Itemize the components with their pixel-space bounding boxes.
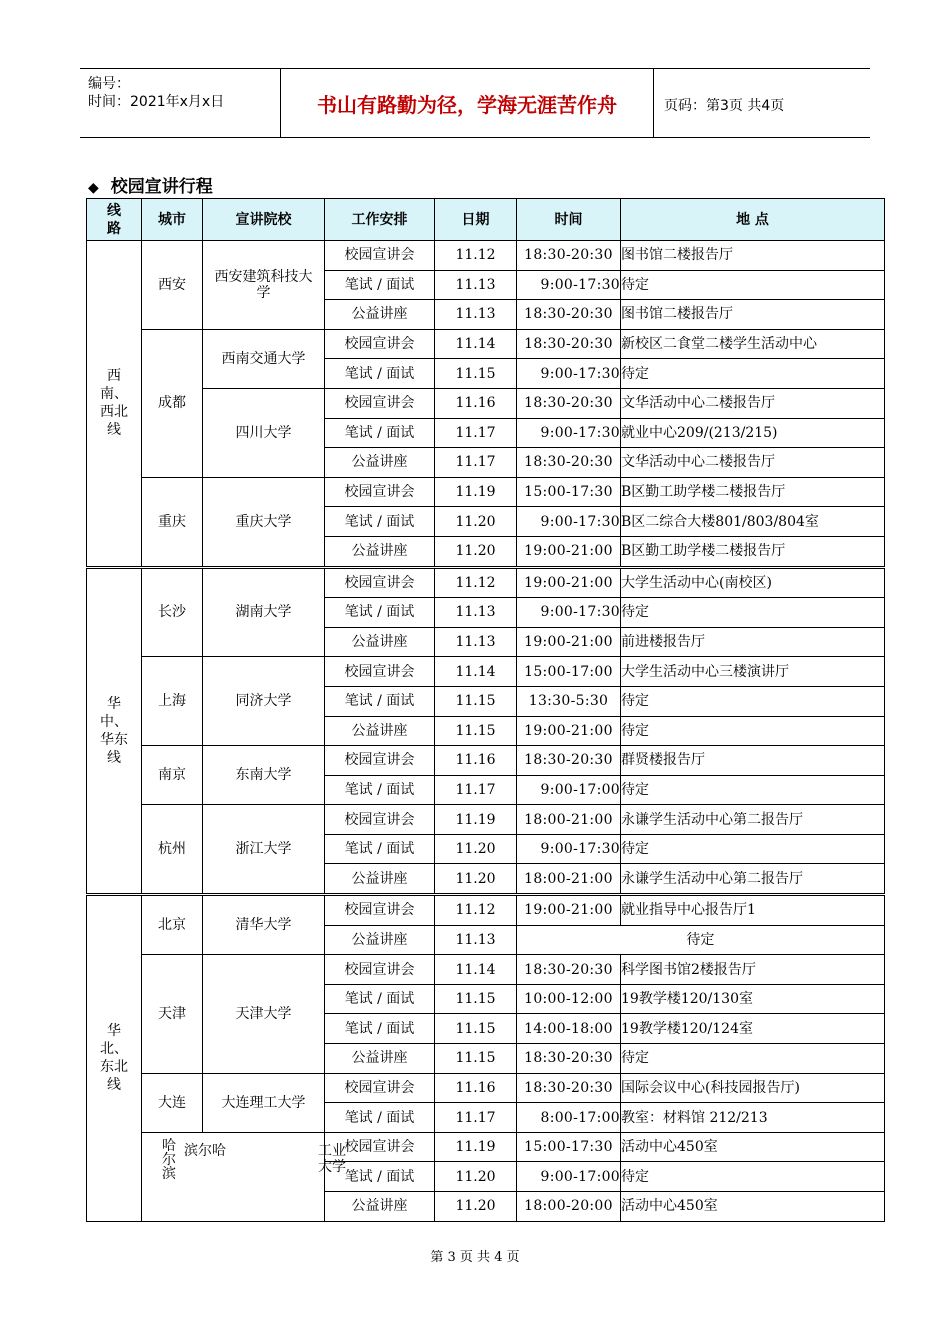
time-cell: 18:00-21:00 xyxy=(517,805,621,835)
date-cell: 11.17 xyxy=(435,775,517,805)
table-row xyxy=(87,241,885,271)
city-cell: 长沙 xyxy=(142,567,203,657)
date-cell: 11.15 xyxy=(435,716,517,746)
place-cell: 就业中心209/(213/215) xyxy=(621,418,885,448)
place-cell: 图书馆二楼报告厅 xyxy=(621,241,885,271)
date-cell: 11.20 xyxy=(435,507,517,537)
school-part-a: 滨尔哈 xyxy=(184,1142,226,1159)
place-cell: B区勤工助学楼二楼报告厅 xyxy=(621,477,885,507)
work-cell: 笔试 / 面试 xyxy=(325,1162,435,1192)
date-cell: 11.15 xyxy=(435,359,517,389)
work-cell: 校园宣讲会 xyxy=(325,477,435,507)
place-cell: 待定 xyxy=(517,925,885,955)
school-cell: 四川大学 xyxy=(203,388,325,477)
date-cell: 11.15 xyxy=(435,1014,517,1044)
table-row xyxy=(87,477,885,507)
date-cell: 11.14 xyxy=(435,955,517,985)
work-cell: 校园宣讲会 xyxy=(325,805,435,835)
place-cell: 教室：材料馆 212/213 xyxy=(621,1103,885,1133)
header-city: 城市 xyxy=(142,199,203,241)
school-cell: 湖南大学 xyxy=(203,567,325,657)
time-cell: 10:00-12:00 xyxy=(517,984,621,1014)
table-row xyxy=(87,388,885,418)
table-row xyxy=(87,955,885,985)
city-cell: 天津 xyxy=(142,955,203,1073)
place-cell: B区勤工助学楼二楼报告厅 xyxy=(621,536,885,567)
work-cell: 笔试 / 面试 xyxy=(325,834,435,864)
date-cell: 11.12 xyxy=(435,895,517,926)
header-time: 时间 xyxy=(517,199,621,241)
date-cell: 11.19 xyxy=(435,477,517,507)
section-title xyxy=(88,172,213,197)
time-cell: 9:00-17:30 xyxy=(517,270,621,300)
work-cell: 笔试 / 面试 xyxy=(325,1014,435,1044)
work-cell: 公益讲座 xyxy=(325,1044,435,1074)
time-cell: 19:00-21:00 xyxy=(517,536,621,567)
date-cell: 11.20 xyxy=(435,1162,517,1192)
city-cell: 西安 xyxy=(142,241,203,330)
time-cell: 18:30-20:30 xyxy=(517,1073,621,1103)
work-cell: 公益讲座 xyxy=(325,627,435,657)
place-cell: 就业指导中心报告厅1 xyxy=(621,895,885,926)
date-cell: 11.20 xyxy=(435,536,517,567)
page-footer: 第 3 页 共 4 页 xyxy=(430,1250,520,1265)
table-row xyxy=(87,746,885,776)
time-cell: 19:00-21:00 xyxy=(517,627,621,657)
school-cell: 东南大学 xyxy=(203,746,325,805)
date-cell: 11.14 xyxy=(435,657,517,687)
place-cell: 待定 xyxy=(621,270,885,300)
city-cell: 上海 xyxy=(142,657,203,746)
number-label: 编号： xyxy=(88,76,130,92)
work-cell: 笔试 / 面试 xyxy=(325,1103,435,1133)
place-cell: B区二综合大楼801/803/804室 xyxy=(621,507,885,537)
date-cell: 11.12 xyxy=(435,241,517,271)
work-cell: 笔试 / 面试 xyxy=(325,598,435,628)
date-cell: 11.13 xyxy=(435,270,517,300)
header-place: 地 点 xyxy=(621,199,885,241)
city-cell: 成都 xyxy=(142,329,203,477)
time-cell: 18:30-20:30 xyxy=(517,388,621,418)
time-cell: 9:00-17:30 xyxy=(517,507,621,537)
date-cell: 11.16 xyxy=(435,746,517,776)
school-cell: 天津大学 xyxy=(203,955,325,1073)
time-cell: 18:00-21:00 xyxy=(517,864,621,895)
time-cell: 8:00-17:00 xyxy=(517,1103,621,1133)
time-cell: 9:00-17:30 xyxy=(517,418,621,448)
city-cell: 杭州 xyxy=(142,805,203,895)
time-cell: 15:00-17:30 xyxy=(517,1132,621,1162)
date-cell: 11.19 xyxy=(435,1132,517,1162)
time-cell: 18:30-20:30 xyxy=(517,241,621,271)
date-cell: 11.17 xyxy=(435,1103,517,1133)
city-cell: 重庆 xyxy=(142,477,203,567)
time-cell: 19:00-21:00 xyxy=(517,716,621,746)
table-row xyxy=(87,895,885,926)
work-cell: 公益讲座 xyxy=(325,1192,435,1222)
school-cell: 浙江大学 xyxy=(203,805,325,895)
place-cell: 活动中心450室 xyxy=(621,1192,885,1222)
work-cell: 校园宣讲会 xyxy=(325,388,435,418)
header-school: 宣讲院校 xyxy=(203,199,325,241)
work-cell: 校园宣讲会 xyxy=(325,746,435,776)
time-cell: 9:00-17:30 xyxy=(517,598,621,628)
header-route: 线路 xyxy=(87,199,142,241)
time-cell: 9:00-17:00 xyxy=(517,775,621,805)
route-cell: 华北、东北线 xyxy=(87,895,142,1222)
work-cell: 公益讲座 xyxy=(325,716,435,746)
table-header-row xyxy=(87,199,885,241)
place-cell: 永谦学生活动中心第二报告厅 xyxy=(621,805,885,835)
header-motto: 书山有路勤为径，学海无涯苦作舟 xyxy=(281,69,654,137)
time-cell: 9:00-17:30 xyxy=(517,359,621,389)
work-cell: 笔试 / 面试 xyxy=(325,359,435,389)
place-cell: 前进楼报告厅 xyxy=(621,627,885,657)
page-header xyxy=(80,68,870,138)
date-cell: 11.20 xyxy=(435,864,517,895)
date-cell: 11.12 xyxy=(435,567,517,598)
work-cell: 笔试 / 面试 xyxy=(325,686,435,716)
school-cell: 大连理工大学 xyxy=(203,1073,325,1132)
date-cell: 11.13 xyxy=(435,925,517,955)
section-title-text: 校园宣讲行程 xyxy=(110,177,213,197)
school-cell: 同济大学 xyxy=(203,657,325,746)
table-row xyxy=(87,567,885,598)
work-cell: 校园宣讲会 xyxy=(325,1073,435,1103)
school-cell: 清华大学 xyxy=(203,895,325,955)
date-cell: 11.16 xyxy=(435,1073,517,1103)
work-cell: 笔试 / 面试 xyxy=(325,507,435,537)
route-cell: 西南、西北线 xyxy=(87,241,142,568)
place-cell: 文华活动中心二楼报告厅 xyxy=(621,388,885,418)
city-harbin: 哈尔滨 xyxy=(162,1137,176,1182)
date-cell: 11.17 xyxy=(435,418,517,448)
time-cell: 9:00-17:30 xyxy=(517,834,621,864)
place-cell: 大学生活动中心三楼演讲厅 xyxy=(621,657,885,687)
city-cell: 南京 xyxy=(142,746,203,805)
time-cell: 14:00-18:00 xyxy=(517,1014,621,1044)
header-meta xyxy=(80,69,281,137)
place-cell: 待定 xyxy=(621,834,885,864)
table-row xyxy=(87,805,885,835)
place-cell: 待定 xyxy=(621,775,885,805)
place-cell: 活动中心450室 xyxy=(621,1132,885,1162)
time-cell: 18:30-20:30 xyxy=(517,1044,621,1074)
place-cell: 群贤楼报告厅 xyxy=(621,746,885,776)
time-cell: 18:30-20:30 xyxy=(517,448,621,478)
place-cell: 科学图书馆2楼报告厅 xyxy=(621,955,885,985)
place-cell: 19教学楼120/130室 xyxy=(621,984,885,1014)
school-cell: 西南交通大学 xyxy=(203,329,325,388)
header-work: 工作安排 xyxy=(325,199,435,241)
place-cell: 待定 xyxy=(621,598,885,628)
route-cell: 华中、华东线 xyxy=(87,567,142,895)
work-cell: 笔试 / 面试 xyxy=(325,418,435,448)
work-cell: 校园宣讲会 xyxy=(325,241,435,271)
header-date: 日期 xyxy=(435,199,517,241)
diamond-bullet-icon: ◆ xyxy=(88,180,99,196)
table-row xyxy=(87,1132,885,1162)
place-cell: 待定 xyxy=(621,1044,885,1074)
time-cell: 13:30-5:30 xyxy=(517,686,621,716)
school-cell: 西安建筑科技大学 xyxy=(203,241,325,330)
place-cell: 待定 xyxy=(621,686,885,716)
time-cell: 18:30-20:30 xyxy=(517,746,621,776)
place-cell: 待定 xyxy=(621,359,885,389)
work-cell: 笔试 / 面试 xyxy=(325,984,435,1014)
time-cell: 18:30-20:30 xyxy=(517,955,621,985)
work-cell: 笔试 / 面试 xyxy=(325,775,435,805)
work-cell: 公益讲座 xyxy=(325,300,435,330)
date-cell: 11.16 xyxy=(435,388,517,418)
schedule-table xyxy=(86,198,885,1222)
place-cell: 待定 xyxy=(621,716,885,746)
date-cell: 11.13 xyxy=(435,598,517,628)
work-cell: 校园宣讲会 xyxy=(325,567,435,598)
time-cell: 15:00-17:00 xyxy=(517,657,621,687)
date-cell: 11.17 xyxy=(435,448,517,478)
time-cell: 18:30-20:30 xyxy=(517,300,621,330)
work-cell: 校园宣讲会 xyxy=(325,895,435,926)
date-cell: 11.13 xyxy=(435,627,517,657)
date-cell: 11.15 xyxy=(435,686,517,716)
date-cell: 11.15 xyxy=(435,1044,517,1074)
work-cell: 公益讲座 xyxy=(325,448,435,478)
place-cell: 图书馆二楼报告厅 xyxy=(621,300,885,330)
time-cell: 18:30-20:30 xyxy=(517,329,621,359)
time-label: 时间：2021年x月x日 xyxy=(88,94,225,110)
city-cell: 北京 xyxy=(142,895,203,955)
time-cell: 15:00-17:30 xyxy=(517,477,621,507)
place-cell: 国际会议中心(科技园报告厅) xyxy=(621,1073,885,1103)
page-number-label: 页码：第3页 共4页 xyxy=(664,98,785,114)
time-cell: 19:00-21:00 xyxy=(517,895,621,926)
table-row xyxy=(87,657,885,687)
date-cell: 11.13 xyxy=(435,300,517,330)
work-cell: 公益讲座 xyxy=(325,536,435,567)
school-part-b: 工业大学 xyxy=(318,1142,346,1175)
work-cell: 公益讲座 xyxy=(325,925,435,955)
school-cell: 重庆大学 xyxy=(203,477,325,567)
table-row xyxy=(87,329,885,359)
date-cell: 11.15 xyxy=(435,984,517,1014)
place-cell: 大学生活动中心(南校区) xyxy=(621,567,885,598)
time-cell: 9:00-17:00 xyxy=(517,1162,621,1192)
work-cell: 公益讲座 xyxy=(325,864,435,895)
place-cell: 19教学楼120/124室 xyxy=(621,1014,885,1044)
date-cell: 11.19 xyxy=(435,805,517,835)
work-cell: 校园宣讲会 xyxy=(325,1132,435,1162)
place-cell: 永谦学生活动中心第二报告厅 xyxy=(621,864,885,895)
work-cell: 校园宣讲会 xyxy=(325,955,435,985)
work-cell: 校园宣讲会 xyxy=(325,657,435,687)
time-cell: 19:00-21:00 xyxy=(517,567,621,598)
date-cell: 11.14 xyxy=(435,329,517,359)
table-row xyxy=(87,1073,885,1103)
work-cell: 校园宣讲会 xyxy=(325,329,435,359)
time-cell: 18:00-20:00 xyxy=(517,1192,621,1222)
place-cell: 新校区二食堂二楼学生活动中心 xyxy=(621,329,885,359)
city-cell: 大连 xyxy=(142,1073,203,1132)
city-school-cell xyxy=(142,1132,346,1221)
place-cell: 文华活动中心二楼报告厅 xyxy=(621,448,885,478)
place-cell: 待定 xyxy=(621,1162,885,1192)
date-cell: 11.20 xyxy=(435,1192,517,1222)
work-cell: 笔试 / 面试 xyxy=(325,270,435,300)
date-cell: 11.20 xyxy=(435,834,517,864)
